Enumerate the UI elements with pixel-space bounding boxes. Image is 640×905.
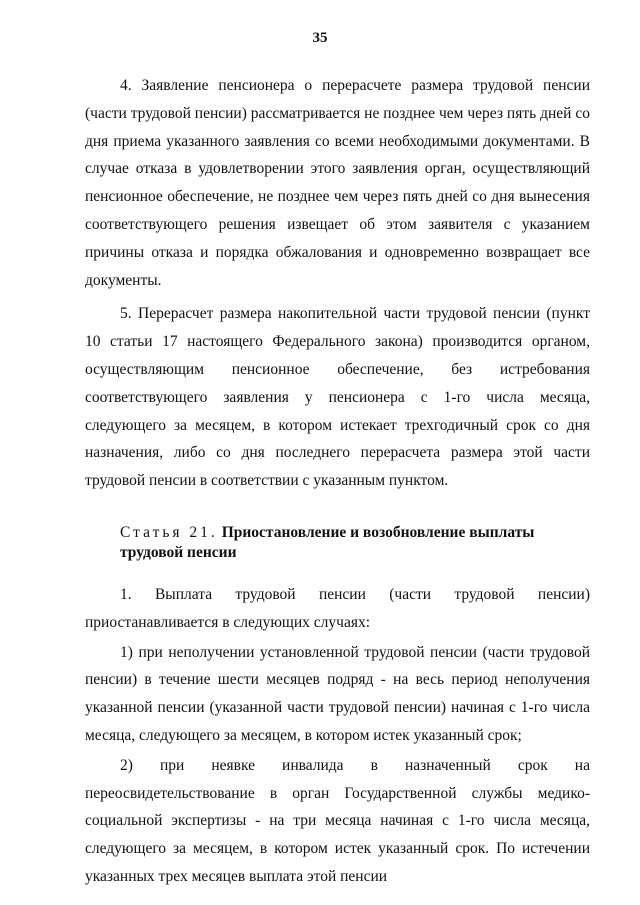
paragraph-4: 4. Заявление пенсионера о перерасчете размера трудовой пенсии (части трудовой пенсии) рассматривается не позднее чем через пять дней со дня приема указанного заявления со всеми необходимыми документами. В случае отказа в удовлетворении этого заявления орган, осуществляющий пенсионное обеспечение, не позднее чем через пять дней со дня вынесения соответствующего решения извещает об этом заявителя с указанием причины отказа и порядка обжалования и одновременно возвращает все документы.	[85, 77, 590, 289]
paragraph-5: 5. Перерасчет размера накопительной части трудовой пенсии (пункт 10 статьи 17 настоящего Федерального закона) производится органом, осуществляющим пенсионное обеспечение, без истребования соответствующего заявления у пенсионера с 1-го числа месяца, следующего за месяцем, в котором истекает трехгодичный срок со дня назначения, либо со дня последнего перерасчета размера этой части трудовой пенсии в соответствии с указанным пунктом.	[85, 305, 590, 490]
article-paragraph-1: 1. Выплата трудовой пенсии (части трудовой пенсии) приостанавливается в следующих случаях:	[85, 585, 590, 631]
document-body	[85, 72, 590, 891]
article-heading	[85, 523, 590, 563]
article-label: Статья 21.	[120, 523, 218, 541]
article-item-2: 2) при неявке инвалида в назначенный срок на переосвидетельствование в орган Государственной службы медико-социальной экспертизы - на три месяца начиная с 1-го числа месяца, следующего за месяцем, в котором истек указанный срок. По истечении указанных трех месяцев выплата этой пенсии	[85, 756, 590, 885]
article-item-1: 1) при неполучении установленной трудовой пенсии (части трудовой пенсии) в течение шести месяцев подряд - на весь период неполучения указанной пенсии (указанной части трудовой пенсии) начиная с 1-го числа месяца, следующего за месяцем, в котором истек указанный срок;	[85, 643, 590, 744]
page-number: 35	[312, 30, 328, 46]
article-title: Приостановление и возобновление выплаты трудовой пенсии	[120, 523, 535, 561]
